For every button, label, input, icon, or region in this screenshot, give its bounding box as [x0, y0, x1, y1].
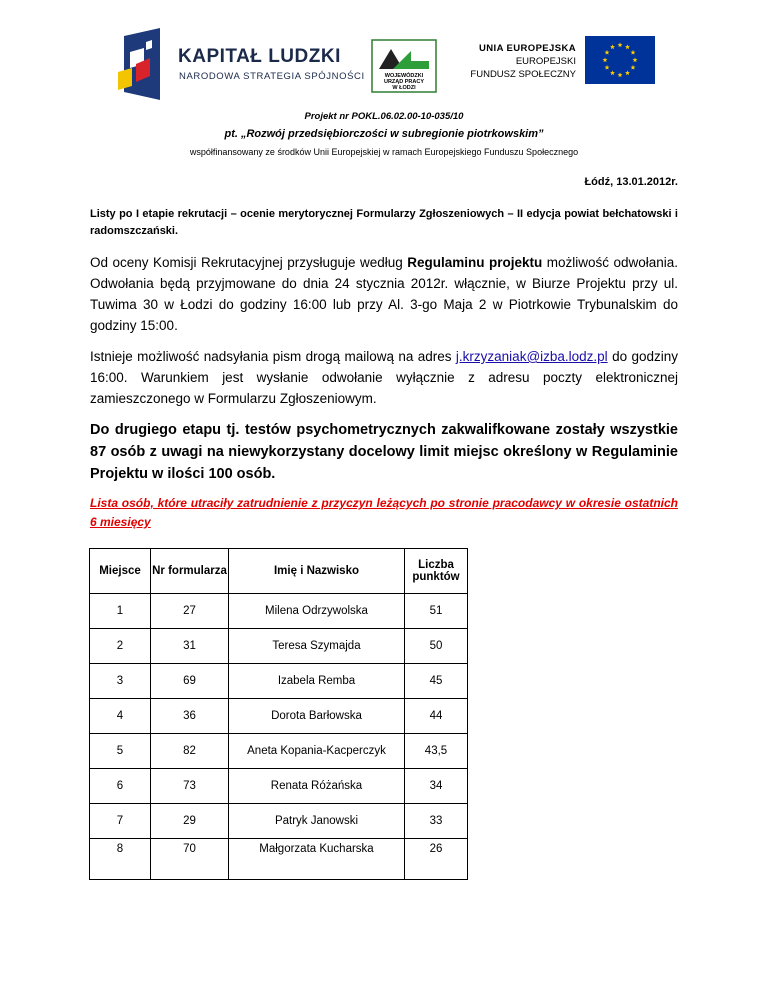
cell-place: 5	[90, 734, 151, 769]
cell-form-number: 29	[151, 804, 229, 839]
appeal-text-1: Od oceny Komisji Rekrutacyjnej przysługuje według	[90, 255, 408, 270]
cell-place: 1	[90, 594, 151, 629]
table-row	[90, 769, 468, 804]
cell-name: Małgorzata Kucharska	[229, 839, 405, 880]
cell-name: Milena Odrzywolska	[229, 594, 405, 629]
email-text-2: do godziny 16:00. Warunkiem jest wysłanie odwołanie wyłącznie z adresu poczty elektronicznej zamieszczonego w Formularzu Zgłoszeniowym.	[90, 349, 678, 406]
table-row	[90, 734, 468, 769]
header-place: Miejsce	[90, 549, 151, 594]
cell-points: 33	[405, 804, 468, 839]
table-row	[90, 594, 468, 629]
wup-line-1: WOJEWÓDZKI	[384, 73, 424, 79]
header-name: Imię i Nazwisko	[229, 549, 405, 594]
table-header-row	[90, 549, 468, 594]
ue-line-3: FUNDUSZ SPOŁECZNY	[470, 69, 576, 80]
cell-place: 7	[90, 804, 151, 839]
cell-place: 8	[90, 839, 151, 880]
appeal-text-2: możliwość odwołania. Odwołania będą przyjmowane do dnia 24 stycznia 2012r. włącznie, w Biurze Projektu przy ul. Tuwima 30 w Łodzi do godziny 16:00 lub przy Al. 3-go Maja 2 w Piotrkowie Trybunalskim do godziny 15:00.	[90, 255, 679, 333]
cell-points: 43,5	[405, 734, 468, 769]
list-title: Listy po I etapie rekrutacji – ocenie merytorycznej Formularzy Zgłoszeniowych – II edycja powiat bełchatowski i radomszczański.	[90, 208, 678, 237]
wup-line-3: W ŁODZI	[392, 85, 416, 91]
table-row	[90, 699, 468, 734]
cell-form-number: 36	[151, 699, 229, 734]
email-link[interactable]: j.krzyzaniak@izba.lodz.pl	[455, 349, 608, 364]
ue-line-2: EUROPEJSKI	[515, 56, 576, 67]
table-row	[90, 664, 468, 699]
cell-form-number: 69	[151, 664, 229, 699]
ue-text-block	[458, 42, 576, 81]
cell-name: Renata Różańska	[229, 769, 405, 804]
ue-line-1: UNIA EUROPEJSKA	[479, 43, 576, 54]
cell-place: 3	[90, 664, 151, 699]
cell-form-number: 82	[151, 734, 229, 769]
cell-points: 50	[405, 629, 468, 664]
regulation-ref: Regulaminu projektu	[407, 255, 543, 270]
wup-logo	[371, 39, 437, 93]
cell-name: Teresa Szymajda	[229, 629, 405, 664]
header-form-number: Nr formularza	[151, 549, 229, 594]
qualification-paragraph: Do drugiego etapu tj. testów psychometrycznych zakwalifkowane zostały wszystkie 87 osób z uwagi na niewykorzystany docelowy limit miejsc określony w Regulaminie Projektu w ilości 100 osób.	[90, 422, 678, 482]
kapital-ludzki-subtitle: NARODOWA STRATEGIA SPÓJNOŚCI	[179, 71, 365, 82]
project-title: pt. „Rozwój przedsiębiorczości w subregionie piotrkowskim”	[224, 128, 544, 140]
wup-line-2: URZĄD PRACY	[383, 79, 425, 85]
document-date: Łódź, 13.01.2012r.	[584, 176, 678, 188]
project-funding: współfinansowany ze środków Unii Europejskiej w ramach Europejskiego Funduszu Społecznego	[189, 147, 579, 157]
project-number: Projekt nr POKL.06.02.00-10-035/10	[304, 111, 464, 122]
email-paragraph	[90, 346, 678, 409]
cell-form-number: 70	[151, 839, 229, 880]
cell-form-number: 27	[151, 594, 229, 629]
table-row	[90, 804, 468, 839]
cell-place: 6	[90, 769, 151, 804]
cell-points: 26	[405, 839, 468, 880]
email-text-1: Istnieje możliwość nadsyłania pism drogą mailową na adres	[90, 349, 456, 364]
cell-points: 44	[405, 699, 468, 734]
header-points: Liczba punktów	[405, 549, 468, 594]
cell-name: Dorota Barłowska	[229, 699, 405, 734]
list-heading: Lista osób, które utraciły zatrudnienie z przyczyn leżących po stronie pracodawcy w okresie ostatnich 6 miesięcy	[90, 496, 678, 529]
eu-flag-icon	[585, 36, 655, 84]
cell-place: 4	[90, 699, 151, 734]
cell-name: Izabela Remba	[229, 664, 405, 699]
table-row	[90, 839, 468, 880]
kapital-ludzki-title: KAPITAŁ LUDZKI	[178, 46, 341, 67]
results-table	[89, 548, 468, 880]
appeal-paragraph	[90, 252, 678, 336]
cell-points: 51	[405, 594, 468, 629]
cell-points: 45	[405, 664, 468, 699]
cell-points: 34	[405, 769, 468, 804]
table-row	[90, 629, 468, 664]
cell-name: Aneta Kopania-Kacperczyk	[229, 734, 405, 769]
cell-form-number: 31	[151, 629, 229, 664]
kapital-ludzki-logo	[116, 28, 176, 100]
cell-name: Patryk Janowski	[229, 804, 405, 839]
cell-form-number: 73	[151, 769, 229, 804]
cell-place: 2	[90, 629, 151, 664]
